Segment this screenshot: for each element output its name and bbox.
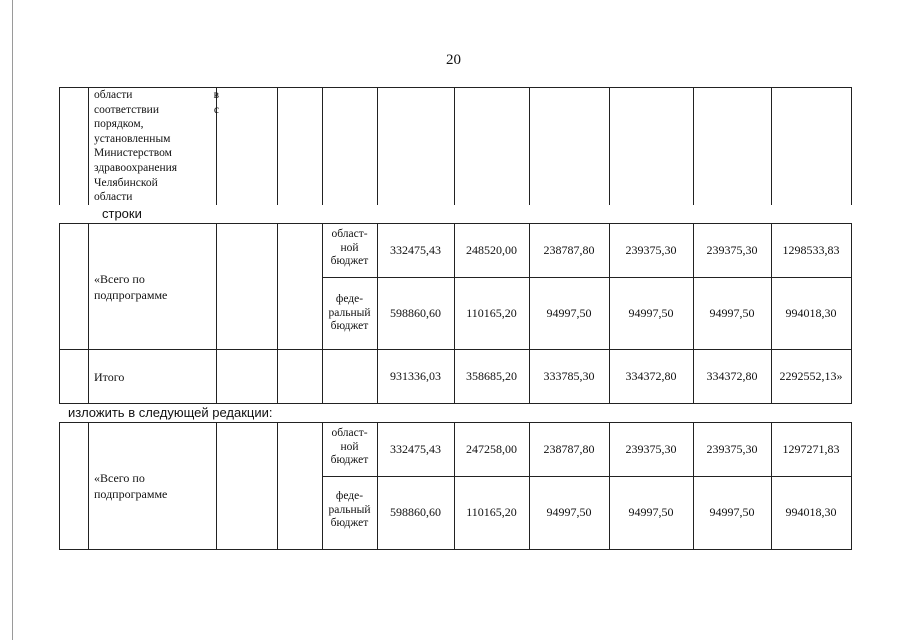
value-cell: 332475,43 xyxy=(390,441,441,456)
total-cell: 358685,20 xyxy=(466,368,517,383)
total-cell: 334372,80 xyxy=(625,368,677,383)
value-cell: 994018,30 xyxy=(785,305,837,320)
total-cell: 333785,30 xyxy=(543,368,595,383)
value-cell: 1298533,83 xyxy=(782,242,840,257)
value-cell: 94997,50 xyxy=(709,505,755,519)
total-label: Итого xyxy=(94,370,125,384)
program-label: «Всего по подпрограмме xyxy=(94,272,168,302)
value-cell: 598860,60 xyxy=(390,305,441,320)
page-number: 20 xyxy=(446,52,461,68)
value-cell: 239375,30 xyxy=(625,441,677,456)
value-cell: 94997,50 xyxy=(546,505,592,519)
value-cell: 238787,80 xyxy=(543,441,595,456)
value-cell: 238787,80 xyxy=(543,242,595,257)
value-cell: 110165,20 xyxy=(466,305,517,320)
value-cell: 94997,50 xyxy=(628,305,674,320)
source-label: феде- ральный бюджет xyxy=(328,490,371,529)
top-fragment-table xyxy=(59,87,852,205)
value-cell: 239375,30 xyxy=(706,441,758,456)
source-label: област- ной бюджет xyxy=(330,427,369,466)
value-cell: 1297271,83 xyxy=(782,441,840,456)
value-cell: 332475,43 xyxy=(390,242,441,257)
total-cell: 931336,03 xyxy=(390,368,441,383)
total-cell: 334372,80 xyxy=(706,368,758,383)
value-cell: 94997,50 xyxy=(709,305,755,320)
value-cell: 239375,30 xyxy=(706,242,758,257)
fragment-description: области в соответствии с порядком, установленным Министерством здравоохранения Челябинской области xyxy=(94,89,219,204)
new-values-table xyxy=(59,422,852,550)
caption-stroki: строки xyxy=(102,206,142,221)
program-label: «Всего по подпрограмме xyxy=(94,471,168,501)
value-cell: 994018,30 xyxy=(785,505,837,519)
value-cell: 94997,50 xyxy=(546,305,592,320)
caption-izlozhit: изложить в следующей редакции: xyxy=(68,405,273,420)
value-cell: 247258,00 xyxy=(466,441,517,456)
value-cell: 248520,00 xyxy=(466,242,517,257)
old-values-table xyxy=(59,223,852,404)
value-cell: 598860,60 xyxy=(390,505,441,519)
value-cell: 94997,50 xyxy=(628,505,674,519)
total-cell: 2292552,13» xyxy=(779,368,843,383)
value-cell: 239375,30 xyxy=(625,242,677,257)
scan-left-edge xyxy=(12,0,13,640)
source-label: феде- ральный бюджет xyxy=(328,293,371,332)
source-label: област- ной бюджет xyxy=(330,228,369,267)
value-cell: 110165,20 xyxy=(466,505,517,519)
